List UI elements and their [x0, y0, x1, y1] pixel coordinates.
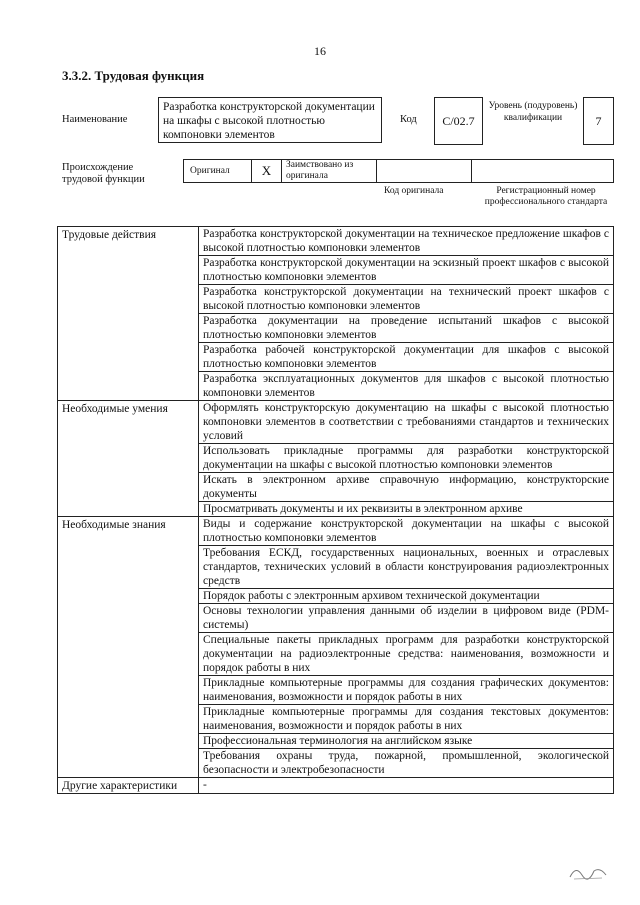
table-row	[58, 517, 614, 546]
section-item: Разработка документации на проведение испытаний шкафов с высокой плотностью компоновки элементов	[199, 314, 614, 343]
section-item: Разработка конструкторской документации на технический проект шкафов с высокой плотностью компоновки элементов	[199, 285, 614, 314]
section-item: Оформлять конструкторскую документацию на шкафы с высокой плотностью компоновки элементов в соответствии с требованиями стандартов и технических условий	[199, 401, 614, 444]
section-item: Использовать прикладные программы для разработки конструкторской документации на шкафы с высокой плотностью компоновки элементов	[199, 444, 614, 473]
function-name-value: Разработка конструкторской документации на шкафы с высокой плотностью компоновки элементов	[158, 97, 382, 143]
section-item: Виды и содержание конструкторской документации на шкафы с высокой плотностью компоновки элементов	[199, 517, 614, 546]
original-mark: X	[252, 160, 282, 182]
section-title-cell: Другие характеристики	[58, 778, 199, 794]
reg-number-caption: Регистрационный номер профессионального стандарта	[484, 186, 608, 207]
reg-number-cell	[472, 160, 613, 182]
original-code-cell	[377, 160, 472, 182]
signature-mark	[566, 861, 610, 883]
section-item: Разработка конструкторской документации на эскизный проект шкафов с высокой плотностью компоновки элементов	[199, 256, 614, 285]
table-row	[58, 227, 614, 256]
section-title-cell: Необходимые знания	[58, 517, 199, 778]
code-original-caption: Код оригинала	[384, 186, 444, 196]
section-title: 3.3.2. Трудовая функция	[62, 68, 205, 83]
level-value: 7	[583, 97, 614, 145]
origin-row	[183, 159, 614, 183]
section-item: Порядок работы с электронным архивом технической документации	[199, 589, 614, 604]
section-item: Профессиональная терминология на английском языке	[199, 734, 614, 749]
section-item: Разработка эксплуатационных документов для шкафов с высокой плотностью компоновки элементов	[199, 372, 614, 401]
function-table	[57, 226, 614, 794]
section-item: Разработка конструкторской документации на техническое предложение шкафов с высокой плотностью компоновки элементов	[199, 227, 614, 256]
level-label: Уровень (подуровень) квалификации	[488, 101, 578, 123]
section-item: -	[199, 778, 614, 794]
section-item: Разработка рабочей конструкторской документации для шкафов с высокой плотностью компоновки элементов	[199, 343, 614, 372]
section-item: Основы технологии управления данными об изделии в цифровом виде (PDM-системы)	[199, 604, 614, 633]
code-value: C/02.7	[434, 97, 483, 145]
section-item: Требования ЕСКД, государственных национальных, военных и отраслевых стандартов, технических условий в области конструирования радиоэлектронных средств	[199, 546, 614, 589]
section-item: Искать в электронном архиве справочную информацию, конструкторские документы	[199, 473, 614, 502]
table-row	[58, 778, 614, 794]
borrowed-label: Заимствовано из оригинала	[286, 160, 354, 181]
table-row	[58, 401, 614, 444]
section-item: Специальные пакеты прикладных программ для разработки конструкторской документации на радиоэлектронные средства: наименования, возможности и порядок работы в них	[199, 633, 614, 676]
origin-label: Происхождение трудовой функции	[62, 162, 145, 185]
section-item: Прикладные компьютерные программы для создания текстовых документов: наименования, возможности и порядок работы в них	[199, 705, 614, 734]
code-label: Код	[400, 114, 417, 125]
page-number: 16	[314, 44, 326, 58]
name-label: Наименование	[62, 114, 128, 125]
section-item: Прикладные компьютерные программы для создания графических документов: наименования, возможности и порядок работы в них	[199, 676, 614, 705]
section-item: Просматривать документы и их реквизиты в электронном архиве	[199, 502, 614, 517]
original-label: Оригинал	[190, 166, 230, 176]
section-title-cell: Трудовые действия	[58, 227, 199, 401]
section-title-cell: Необходимые умения	[58, 401, 199, 517]
section-item: Требования охраны труда, пожарной, промышленной, экологической безопасности и электробезопасности	[199, 749, 614, 778]
